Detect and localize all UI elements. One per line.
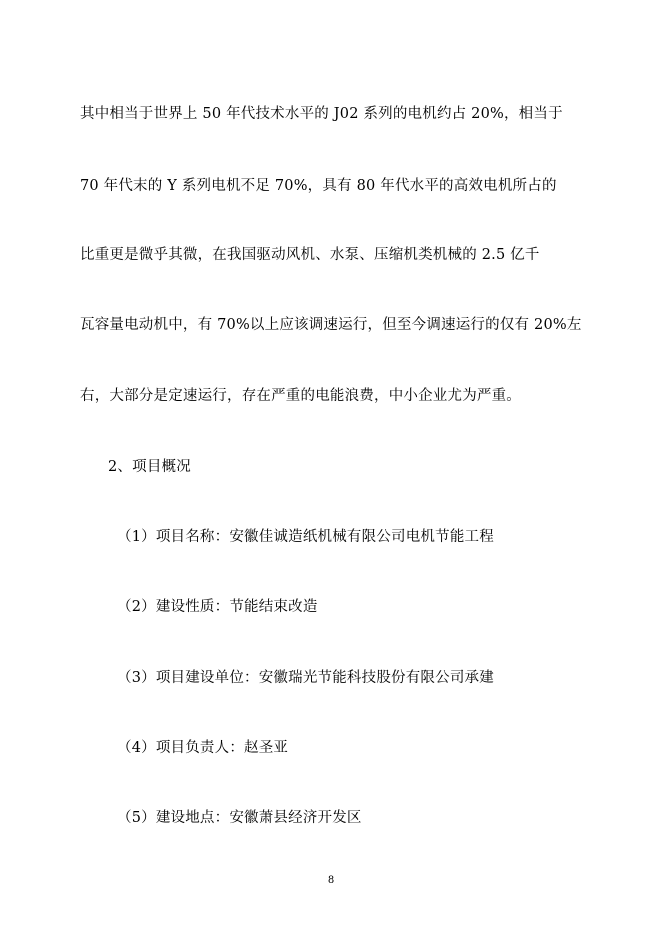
paragraph-line-2: 70 年代末的 Y 系列电机不足 70%，具有 80 年代水平的高效电机所占的 bbox=[80, 178, 557, 194]
section-heading: 2、项目概况 bbox=[108, 459, 191, 475]
page-number: 8 bbox=[327, 875, 335, 886]
paragraph-line-1: 其中相当于世界上 50 年代技术水平的 J02 系列的电机约占 20%，相当于 bbox=[80, 106, 563, 122]
project-item-nature: （2）建设性质：节能结束改造 bbox=[117, 599, 318, 615]
paragraph-line-5: 右，大部分是定速运行，存在严重的电能浪费，中小企业尤为严重。 bbox=[80, 388, 521, 404]
project-item-name: （1）项目名称：安徽佳诚造纸机械有限公司电机节能工程 bbox=[117, 529, 494, 545]
project-item-leader: （4）项目负责人：赵圣亚 bbox=[117, 740, 289, 756]
project-item-location: （5）建设地点：安徽萧县经济开发区 bbox=[117, 810, 362, 826]
paragraph-line-3: 比重更是微乎其微，在我国驱动风机、水泵、压缩机类机械的 2.5 亿千 bbox=[80, 247, 540, 263]
project-item-builder: （3）项目建设单位：安徽瑞光节能科技股份有限公司承建 bbox=[117, 670, 494, 686]
paragraph-line-4: 瓦容量电动机中，有 70%以上应该调速运行，但至今调速运行的仅有 20%左 bbox=[80, 317, 582, 333]
